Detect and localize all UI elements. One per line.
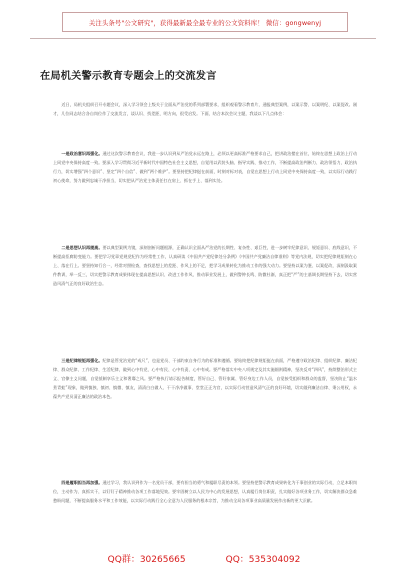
document-body xyxy=(53,100,357,563)
intro-paragraph: 近日，局机关组织召开专题会议，深入学习领会上级关于全面从严治党的系列部署要求，组织观看警示教育片，通报典型案例，以案示警、以案明纪、以案促改。刚才，几位同志结合各自岗位作了交流发言，谈认识、找差距、明方向，很受启发。下面，结合本次会议主题，我谈以下几点体会： xyxy=(53,102,357,117)
footer-contact xyxy=(0,552,408,566)
section-heading-4: 四是履职担当再加强。 xyxy=(61,480,103,485)
section-paragraph-3 xyxy=(53,356,357,475)
section-paragraph-2 xyxy=(53,243,357,353)
section-text-4: 通过学习，我认识到作为一名党员干部，要有担当的勇气和履职尽责的本领。要坚持把警示教育成果转化为干事创业的实际行动，立足本职岗位，主动作为、真抓实干，以钉钉子精神推动各项工作落地见效。要牢固树立以人民为中心的发展思想，认真履行岗位职责，扎实做好各项业务工作，切实解决群众急难愁盼问题，不断提高服务水平和工作效能，以实际行动践行全心全意为人民服务的根本宗旨，为推动全局各项事业高质量发展作出新的更大贡献。 xyxy=(53,480,357,504)
header-divider xyxy=(30,38,376,39)
section-paragraph-1 xyxy=(53,149,357,240)
section-paragraph-4 xyxy=(53,478,357,560)
section-text-2: 要以典型案例为镜，深刻剖析问题根源，正确认识全面从严治党的长期性、复杂性、艰巨性，进一步树牢纪律意识、规矩意识、底线意识，不断提高拒腐防变能力。要把学习党章党规党纪作为经常性工作，认真研读《中国共产党纪律处分条例》《中国共产党廉洁自律准则》等党内法规，切实把纪律规矩刻在心上、落在行上。要坚持知行合一，经常对照检查，查找思想上的差距、作风上的不足，把学习成果转化为推动工作的强大动力。要坚持以案为鉴、以案促改，深刻汲取案件教训，举一反三，切实把警示教育成果体现在提高思想认识、改进工作作风、推动事业发展上，做到警钟长鸣、防微杜渐，真正把“严”的主基调长期坚持下去，切实营造风清气正的良好政治生态。 xyxy=(53,245,357,287)
qq-contact-label: QQ：535304092 xyxy=(225,555,301,565)
section-text-3: 纪律是管党治党的“戒尺”，也是党员、干部约束自身行为的标准和遵循。要始终把纪律规矩挺在前面，严格遵守政治纪律、组织纪律、廉洁纪律、群众纪律、工作纪律、生活纪律，做到心中有党、心中有民、心中有责、心中有戒。要严格落实中央八项规定及其实施细则精神，坚决反对“四风”，持续整治形式主义、官僚主义问题，自觉抵制享乐主义和奢靡之风。要严格执行请示报告制度，管好自己、管好家属、管好身边工作人员，自觉接受组织和群众的监督，坚决防止“温水煮青蛙”现象，做到慎独、慎初、慎微、慎友，清清白白做人、干干净净做事、堂堂正正为官，以实际行动营造风清气正的良好环境，切实做到廉洁自律、秉公用权，永葆共产党员清正廉洁的政治本色。 xyxy=(53,358,357,400)
section-heading-1: 一是政治意识再强化。 xyxy=(61,151,103,156)
qq-group-label: QQ群：30265665 xyxy=(107,555,186,565)
section-text-1: 通过这次警示教育会议，我进一步认识到从严治党永远在路上，必须以更高标准严格要求自己，把讲政治摆在首位，始终在思想上政治上行动上同党中央保持高度一致。要深入学习贯彻习近平新时代中国特色社会主义思想，自觉用以武装头脑、指导实践、推动工作，不断提高政治判断力、政治领悟力、政治执行力，切实增强“四个意识”、坚定“四个自信”、做到“两个维护”。要坚持把纪律挺在前面，时刻对标对表，自觉在思想上行动上同党中央保持高度一致，以实际行动践行初心使命，努力做到忠诚干净担当，切实把从严治党主体责任扛在肩上、抓在手上、落到实处。 xyxy=(53,151,357,184)
section-heading-3: 三是纪律规矩再强化。 xyxy=(61,358,103,363)
promo-banner-text: 关注头条号"公文研究"，获得最新最全最专业的公文资料库！ 微信：gongwenyj xyxy=(88,18,322,27)
promo-banner xyxy=(62,12,348,32)
document-title: 在局机关警示教育专题会上的交流发言 xyxy=(40,71,217,82)
section-heading-2: 二是思想认识再提高。 xyxy=(61,245,103,250)
